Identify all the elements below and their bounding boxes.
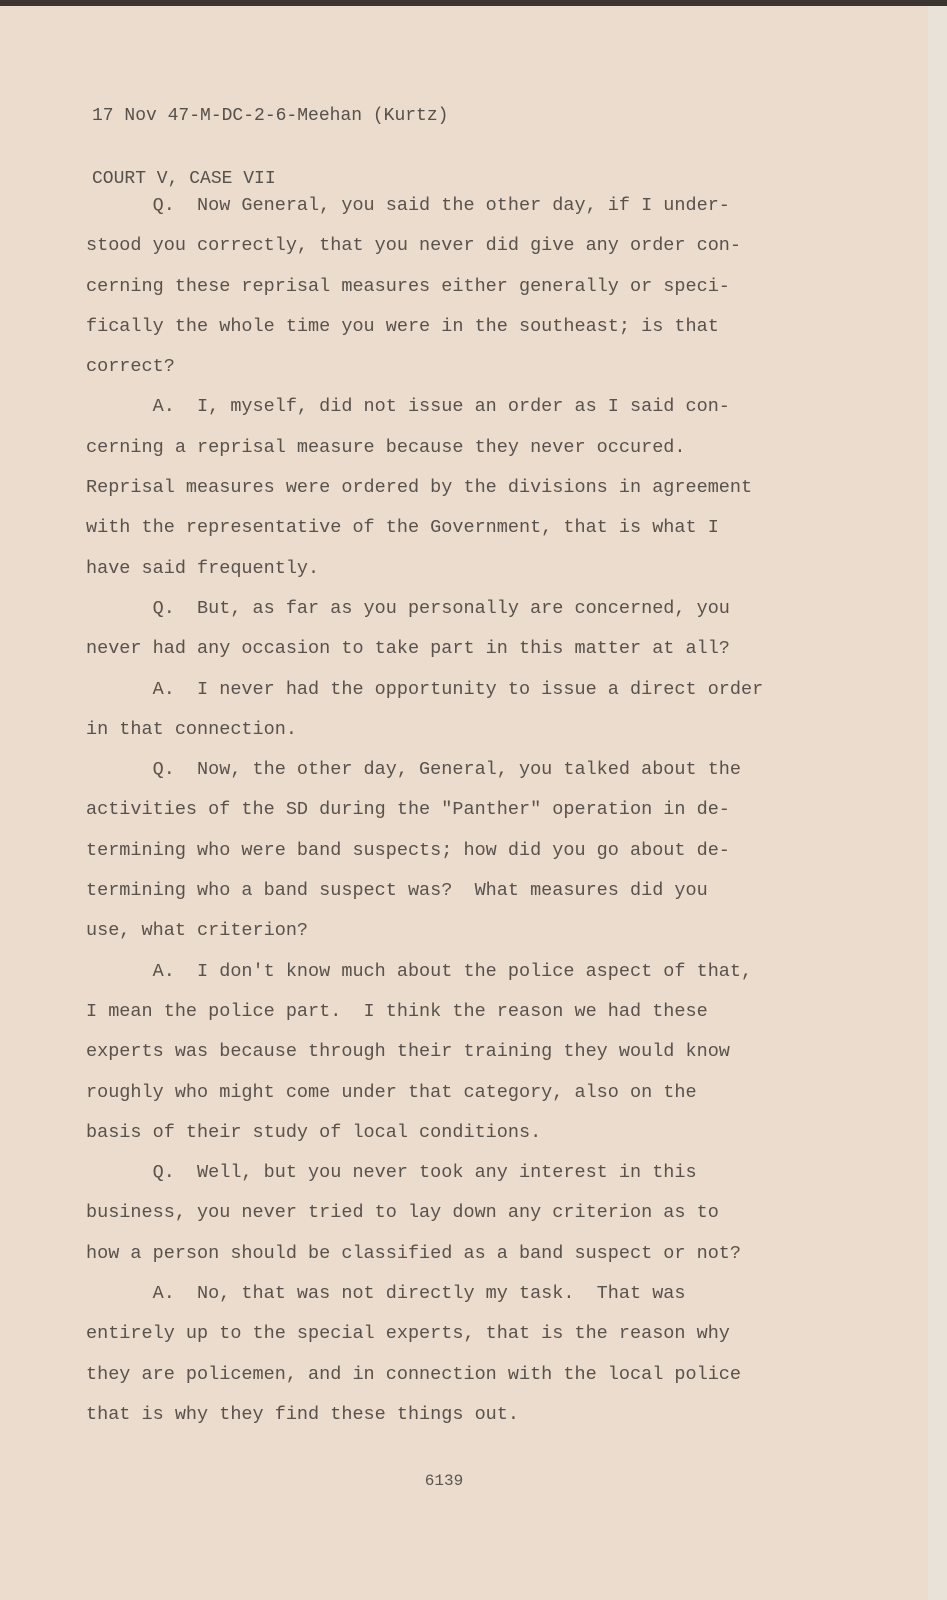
transcript-line: basis of their study of local conditions. <box>86 1121 542 1143</box>
transcript-line: use, what criterion? <box>86 920 309 942</box>
page-number: 6139 <box>424 1472 464 1490</box>
transcript-line: Reprisal measures were ordered by the divisions in agreement <box>86 477 753 499</box>
transcript-line: in that connection. <box>86 718 297 740</box>
transcript-line: stood you correctly, that you never did give any order con- <box>86 235 742 257</box>
transcript-line: cerning these reprisal measures either generally or speci- <box>86 275 730 297</box>
transcript-line: A. No, that was not directly my task. That was <box>86 1283 686 1305</box>
transcript-line: never had any occasion to take part in this matter at all? <box>86 638 730 660</box>
transcript-line: experts was because through their training they would know <box>86 1041 730 1063</box>
transcript-line: entirely up to the special experts, that is the reason why <box>86 1323 730 1345</box>
transcript-line: business, you never tried to lay down any criterion as to <box>86 1202 719 1224</box>
transcript-line: A. I never had the opportunity to issue a direct order <box>86 678 764 700</box>
transcript-line: roughly who might come under that category, also on the <box>86 1081 697 1103</box>
document-page <box>0 6 928 1600</box>
transcript-line: termining who a band suspect was? What measures did you <box>86 880 708 902</box>
transcript-line: they are policemen, and in connection with the local police <box>86 1363 742 1385</box>
transcript-line: with the representative of the Government, that is what I <box>86 517 719 539</box>
transcript-line: cerning a reprisal measure because they never occured. <box>86 436 686 458</box>
transcript-line: how a person should be classified as a band suspect or not? <box>86 1242 742 1264</box>
transcript-line: Q. Now, the other day, General, you talked about the <box>86 759 742 781</box>
transcript-line: correct? <box>86 356 175 378</box>
header-line-2: COURT V, CASE VII <box>92 169 276 189</box>
transcript-line: Q. Now General, you said the other day, if I under- <box>86 195 730 216</box>
transcript-line: A. I don't know much about the police aspect of that, <box>86 960 753 982</box>
page-edge <box>928 6 947 1600</box>
header-line-1: 17 Nov 47-M-DC-2-6-Meehan (Kurtz) <box>92 106 449 126</box>
transcript-line: that is why they find these things out. <box>86 1403 519 1425</box>
transcript-line: Q. Well, but you never took any interest in this <box>86 1162 697 1184</box>
transcript-body <box>86 186 826 1435</box>
transcript-line: activities of the SD during the "Panther" operation in de- <box>86 799 730 821</box>
transcript-line: have said frequently. <box>86 557 320 579</box>
transcript-line: Q. But, as far as you personally are concerned, you <box>86 597 730 619</box>
transcript-line: I mean the police part. I think the reason we had these <box>86 1000 708 1022</box>
transcript-line: fically the whole time you were in the southeast; is that <box>86 315 719 337</box>
transcript-line: termining who were band suspects; how did you go about de- <box>86 839 730 861</box>
transcript-line: A. I, myself, did not issue an order as I said con- <box>86 396 730 418</box>
